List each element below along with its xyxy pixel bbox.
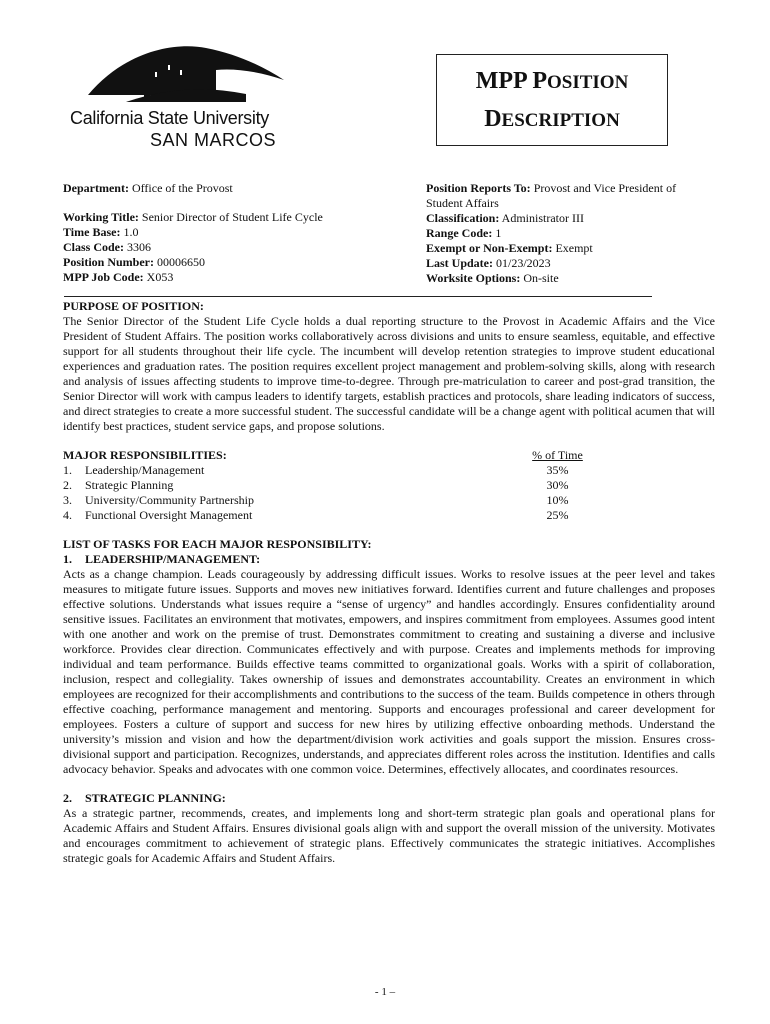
logo-line-1: California State University bbox=[70, 108, 269, 128]
meta-worksite: Worksite Options: On-site bbox=[426, 271, 559, 285]
list-item: 2. Strategic Planning 30% bbox=[63, 478, 569, 492]
responsibilities-section bbox=[63, 448, 715, 523]
meta-mpp-job-code: MPP Job Code: X053 bbox=[63, 270, 174, 284]
meta-time-base: Time Base: 1.0 bbox=[63, 225, 139, 239]
meta-range-code: Range Code: 1 bbox=[426, 226, 502, 240]
title-line-1: MPP POSITION bbox=[475, 68, 629, 94]
university-logo bbox=[62, 40, 302, 155]
responsibilities-heading: MAJOR RESPONSIBILITIES: bbox=[63, 448, 227, 462]
purpose-text: The Senior Director of the Student Life Cycle holds a dual reporting structure to the Provost in Academic Affairs and the Vice President of Student Affairs. The position works collaboratively across divisions and units to ensure seamless, equitable, and effective support for all students throughout their life cycle. The incumbent will develop retention strategies to improve student educational experiences and graduation rates. The position requires excellent project management and problem-solving skills, along with research and analysis of issues affecting students to improve time-to-degree. Through pre-matriculation to career and post-grad transition, the Senior Director will work with campus leaders to identify targets, establish practices and protocols, share leading indicators of success, and direct strategies to create a more successful student. The successful candidate will be a change agent with political acumen that will identify best practices, student service gaps, and propose solutions. bbox=[63, 314, 715, 433]
tasks-section bbox=[63, 537, 715, 866]
logo-line-2: SAN MARCOS bbox=[150, 130, 277, 150]
purpose-section bbox=[63, 299, 715, 434]
divider bbox=[64, 296, 652, 297]
purpose-heading: PURPOSE OF POSITION: bbox=[63, 299, 204, 313]
task-1-heading: 1. LEADERSHIP/MANAGEMENT: bbox=[63, 552, 261, 566]
title-line-2: DESCRIPTION bbox=[484, 106, 620, 132]
right-metadata bbox=[426, 181, 676, 286]
meta-reports-to: Position Reports To: Provost and Vice President of bbox=[426, 181, 677, 195]
meta-exempt: Exempt or Non-Exempt: Exempt bbox=[426, 241, 593, 255]
meta-classification: Classification: Administrator III bbox=[426, 211, 584, 225]
meta-working-title: Working Title: Senior Director of Student Life Cycle bbox=[63, 210, 323, 224]
document-title-box bbox=[436, 54, 668, 146]
tasks-heading: LIST OF TASKS FOR EACH MAJOR RESPONSIBILITY: bbox=[63, 537, 372, 551]
time-heading: % of Time bbox=[532, 448, 583, 462]
task-2-heading: 2. STRATEGIC PLANNING: bbox=[63, 791, 226, 805]
list-item: 1. Leadership/Management 35% bbox=[63, 463, 569, 477]
meta-class-code: Class Code: 3306 bbox=[63, 240, 152, 254]
list-item: 4. Functional Oversight Management 25% bbox=[63, 508, 569, 522]
meta-position-number: Position Number: 00006650 bbox=[63, 255, 205, 269]
left-metadata bbox=[63, 181, 323, 285]
meta-last-update: Last Update: 01/23/2023 bbox=[426, 256, 551, 270]
meta-department: Department: Office of the Provost bbox=[63, 181, 233, 195]
meta-reports-to-cont: Student Affairs bbox=[426, 196, 499, 210]
task-1-text: Acts as a change champion. Leads courageously by addressing difficult issues. Works to resolve issues at the peer level and takes measures to mitigate future issues. Supports and moves new initiatives forward. Identifies current and future challenges and proposes effective solutions. Understands what issues require a “sense of urgency” and handles accordingly. Ensures confidentiality around sensitive issues. Facilitates an environment that motivates, empowers, and inspires commitment from employees. Assumes good intent with one another and work on the premise of trust. Demonstrates commitment to creating and sustaining a diverse and inclusive workforce. Provides clear direction. Communicates effectively and with purpose. Creates and implements methods for improving individual and team performance. Builds effective teams committed to organizational goals. Works with a spirit of collaboration, inclusion, respect and collegiality. Takes ownership of issues and demonstrates accountability. Creates an environment in which employees are recognized for their accomplishments and contributions to the success of the team. Builds competence in others through effective coaching, performance management and mentoring. Supports and encourages professional and career development for employees. Fosters a culture of support and success for new hires by utilizing effective onboarding methods. Understand the university’s mission and vision and how the department/division work activities and goals support the mission. Ensures cross-divisional support and participation. Recognizes, understands, and appreciates different roles across the institution. Identifies and calls advocacy behavior. Speaks and advocates with one common voice. Determines, effectively allocates, and coordinates resources. bbox=[63, 567, 715, 776]
list-item: 3. University/Community Partnership 10% bbox=[63, 493, 569, 507]
task-2-text: As a strategic partner, recommends, creates, and implements long and short-term strategic plan goals and operational plans for Academic Affairs and Student Affairs. Ensures divisional goals align with and support the overall mission of the university. Motivates and encourages commitment to achievement of strategic plans. Effectively communicates the strategic initiatives. Accomplishes strategic goals for Academic Affairs and Student Affairs. bbox=[63, 806, 715, 865]
page-number: - 1 – bbox=[374, 986, 396, 998]
campus-skyline-icon bbox=[86, 40, 286, 108]
